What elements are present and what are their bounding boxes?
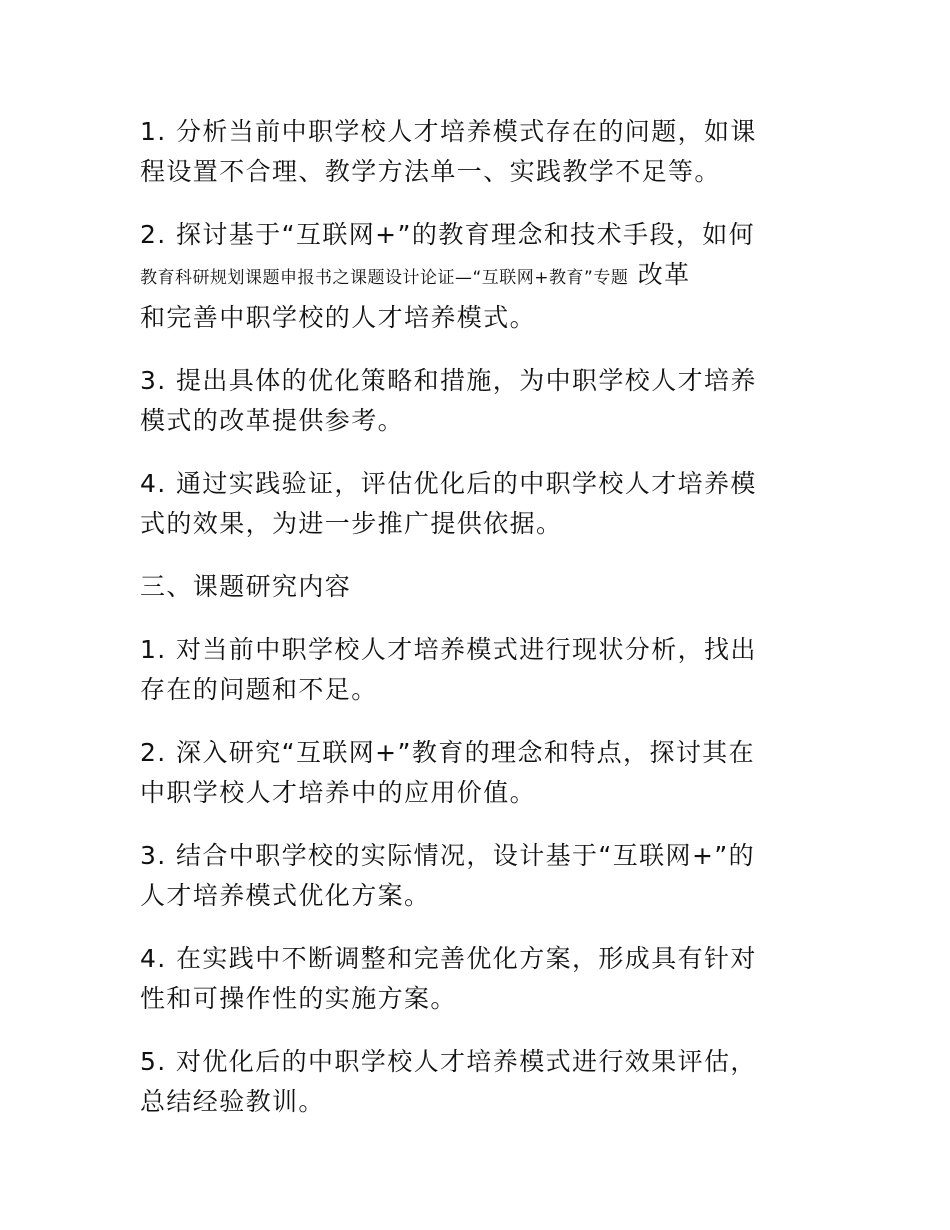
paragraph-line: 3. 提出具体的优化策略和措施，为中职学校人才培养 xyxy=(140,366,757,395)
section-heading: 三、课题研究内容 xyxy=(140,572,352,601)
paragraph-line-with-title xyxy=(140,255,820,298)
paragraph-line: 总结经验教训。 xyxy=(140,1087,325,1116)
paragraph-line: 1. 分析当前中职学校人才培养模式存在的问题，如课 xyxy=(140,117,757,146)
paragraph-line: 2. 探讨基于“互联网+”的教育理念和技术手段，如何 xyxy=(140,220,756,249)
content-item-5 xyxy=(140,1042,820,1122)
paragraph-line: 中职学校人才培养中的应用价值。 xyxy=(140,778,537,807)
paragraph-line: 4. 在实践中不断调整和完善优化方案，形成具有针对 xyxy=(140,944,757,973)
paragraph-line: 4. 通过实践验证，评估优化后的中职学校人才培养模 xyxy=(140,469,757,498)
paragraph-line: 存在的问题和不足。 xyxy=(140,675,378,704)
paragraph-line: 1. 对当前中职学校人才培养模式进行现状分析，找出 xyxy=(140,635,757,664)
paragraph-line: 程设置不合理、教学方法单一、实践教学不足等。 xyxy=(140,157,721,186)
content-item-2 xyxy=(140,733,820,813)
content-item-1 xyxy=(140,630,820,710)
paragraph-line: 和完善中职学校的人才培养模式。 xyxy=(140,303,537,332)
document-body xyxy=(140,112,820,1145)
objective-item-2 xyxy=(140,215,820,338)
paragraph-line: 模式的改革提供参考。 xyxy=(140,406,405,435)
paragraph-line: 2. 深入研究“互联网+”教育的理念和特点，探讨其在 xyxy=(140,738,756,767)
content-item-4 xyxy=(140,939,820,1019)
paragraph-line: 性和可操作性的实施方案。 xyxy=(140,984,457,1013)
content-item-3 xyxy=(140,836,820,916)
document-title-inline: 教育科研规划课题申报书之课题设计论证—“互联网+教育”专题 xyxy=(140,268,629,288)
objective-item-3 xyxy=(140,361,820,441)
objective-item-4 xyxy=(140,464,820,544)
paragraph-line: 人才培养模式优化方案。 xyxy=(140,881,431,910)
paragraph-line: 3. 结合中职学校的实际情况，设计基于“互联网+”的 xyxy=(140,841,756,870)
objective-item-1 xyxy=(140,112,820,192)
paragraph-text: 改革 xyxy=(628,260,691,289)
paragraph-line: 式的效果，为进一步推广提供依据。 xyxy=(140,509,563,538)
paragraph-line: 5. 对优化后的中职学校人才培养模式进行效果评估， xyxy=(140,1047,757,1076)
